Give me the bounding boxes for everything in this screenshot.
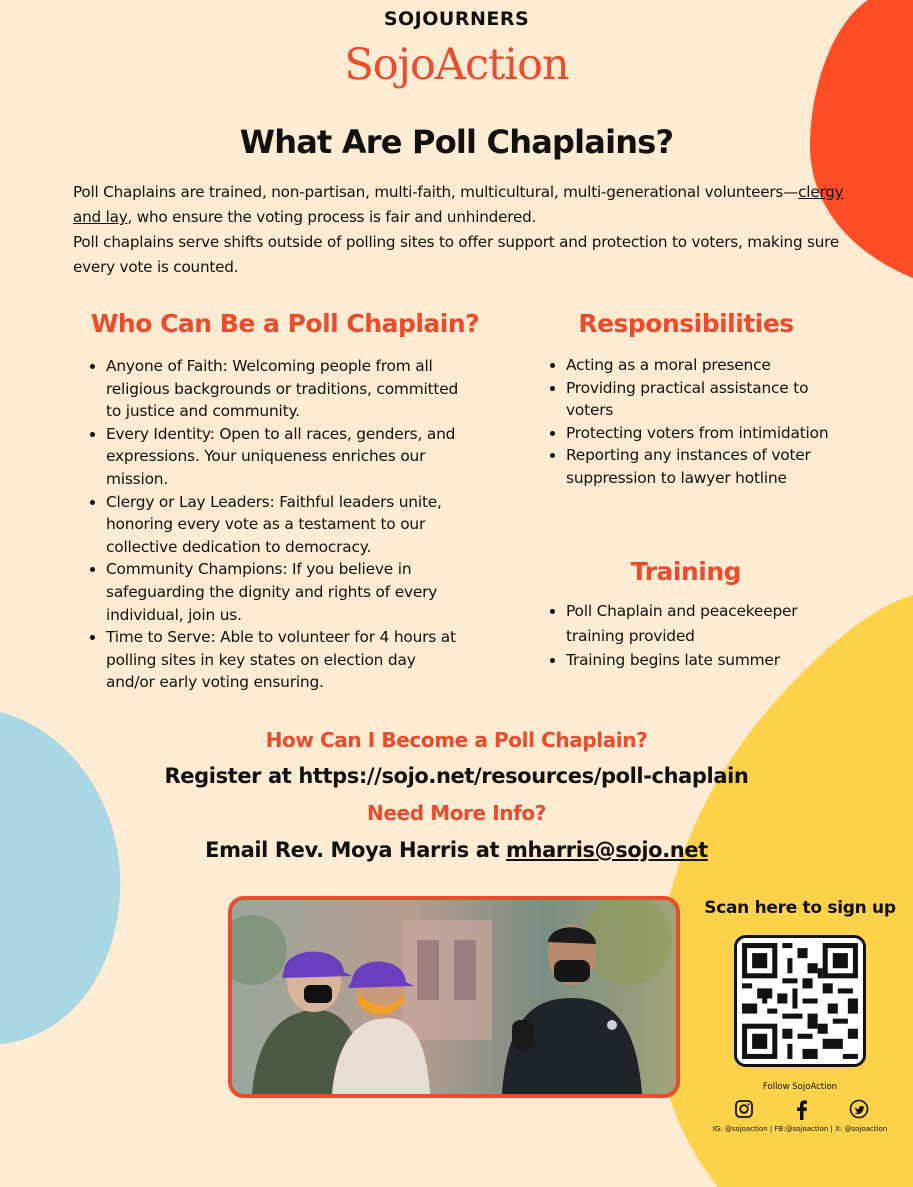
info-heading: Need More Info? <box>367 801 546 825</box>
qr-code[interactable] <box>734 935 866 1067</box>
list-item: • Training begins late summer <box>566 648 856 673</box>
email-line <box>0 838 913 862</box>
page-title: What Are Poll Chaplains? <box>239 123 674 161</box>
list-item: • Acting as a moral presence <box>566 354 856 377</box>
list-item: • Reporting any instances of voter suppression to lawyer hotline <box>566 444 856 489</box>
list-item: • Poll Chaplain and peacekeeper training provided <box>566 599 856 648</box>
list-item: • Providing practical assistance to voters <box>566 377 856 422</box>
responsibilities-list <box>546 354 856 490</box>
responsibilities-heading: Responsibilities <box>578 309 794 338</box>
training-heading: Training <box>630 557 742 586</box>
intro-paragraph-2: Poll chaplains serve shifts outside of polling sites to offer support and protection to voters, making sure every vote is counted. <box>73 233 840 276</box>
email-link[interactable]: mharris@sojo.net <box>506 838 708 862</box>
sojourners-wordmark: SOJOURNERS <box>383 8 530 30</box>
twitter-icon[interactable] <box>849 1099 869 1119</box>
list-item: • Time to Serve: Able to volunteer for 4 hours at polling sites in key states on election day and/or early voting ensuring. <box>106 626 466 694</box>
list-item: • Protecting voters from intimidation <box>566 422 856 445</box>
blue-blob-decoration <box>0 712 125 1047</box>
list-item: • Community Champions: If you believe in safeguarding the dignity and rights of every individual, join us. <box>106 558 466 626</box>
email-prefix: Email Rev. Moya Harris at <box>205 838 507 862</box>
qr-code-graphic <box>737 938 863 1064</box>
who-heading: Who Can Be a Poll Chaplain? <box>90 309 480 338</box>
register-text[interactable]: Register at https://sojo.net/resources/poll-chaplain <box>164 764 749 788</box>
intro-p1-part1: Poll Chaplains are trained, non-partisan, multi-faith, multicultural, multi-generational volunteers— <box>73 183 799 201</box>
follow-label: Follow SojoAction <box>762 1082 838 1092</box>
intro-p1-part2: , who ensure the voting process is fair and unhindered. <box>127 208 537 226</box>
photo-illustration <box>232 900 676 1094</box>
who-list <box>86 355 466 694</box>
become-heading: How Can I Become a Poll Chaplain? <box>265 728 648 752</box>
social-handles: IG: @sojoaction | FB:@sojoaction | X: @sojoaction <box>712 1125 888 1133</box>
instagram-icon[interactable] <box>734 1099 754 1119</box>
poll-chaplains-photo <box>228 896 680 1098</box>
intro-paragraph-1 <box>73 180 863 230</box>
list-item: • Clergy or Lay Leaders: Faithful leaders unite, honoring every vote as a testament to our collective dedication to democracy. <box>106 491 466 559</box>
training-list <box>546 599 856 673</box>
list-item: • Anyone of Faith: Welcoming people from all religious backgrounds or traditions, committed to justice and community. <box>106 355 466 423</box>
intro-text <box>73 180 863 280</box>
sojoaction-logo: SojoAction <box>344 40 569 90</box>
facebook-icon[interactable] <box>792 1099 812 1121</box>
scan-label: Scan here to sign up <box>704 898 896 918</box>
clergy-and-lay-link[interactable]: clergy and lay <box>73 183 844 226</box>
list-item: • Every Identity: Open to all races, genders, and expressions. Your uniqueness enriches our mission. <box>106 423 466 491</box>
